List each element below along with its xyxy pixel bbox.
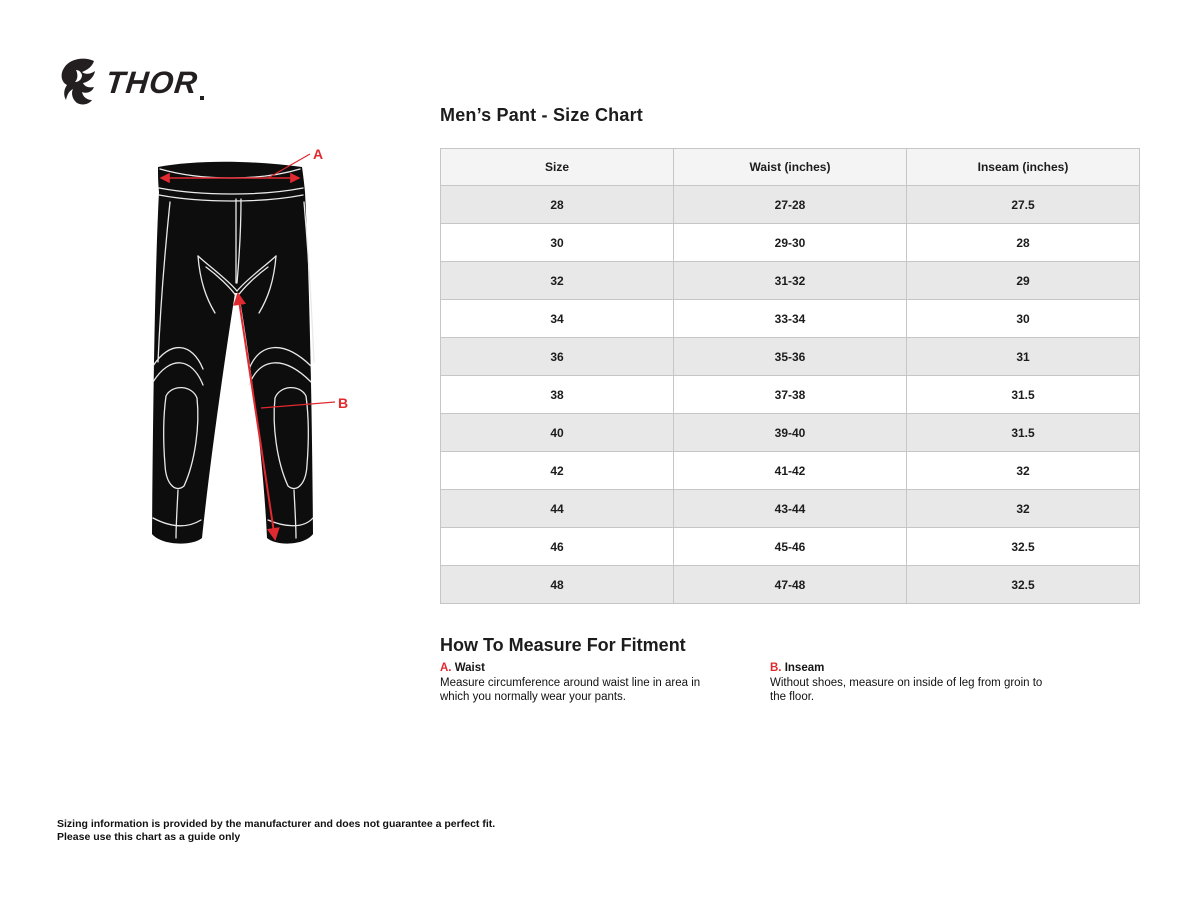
- disclaimer-line-2: Please use this chart as a guide only: [57, 830, 241, 843]
- diagram-label-a: A: [313, 146, 324, 162]
- table-row: [441, 224, 1140, 262]
- waist-instructions: Measure circumference around waist line in area in which you normally wear your pants.: [440, 676, 701, 703]
- table-row: [441, 528, 1140, 566]
- table-cell: 32.5: [907, 566, 1140, 604]
- table-cell: 31.5: [907, 414, 1140, 452]
- thor-wordmark: THOR: [104, 64, 200, 100]
- pant-outline-graphic: [152, 162, 314, 544]
- disclaimer-line-1: Sizing information is provided by the manufacturer and does not guarantee a perfect fit.: [57, 818, 496, 830]
- table-cell: 30: [441, 224, 674, 262]
- table-cell: 27-28: [674, 186, 907, 224]
- measure-inseam-block: [770, 661, 1050, 705]
- diagram-label-b: B: [338, 395, 349, 411]
- table-cell: 31.5: [907, 376, 1140, 414]
- table-cell: 32: [907, 490, 1140, 528]
- table-cell: 32.5: [907, 528, 1140, 566]
- column-header-inseam: Inseam (inches): [907, 149, 1140, 186]
- table-cell: 31: [907, 338, 1140, 376]
- table-row: [441, 186, 1140, 224]
- table-row: [441, 338, 1140, 376]
- waist-title: Waist: [454, 662, 485, 674]
- table-cell: 28: [441, 186, 674, 224]
- table-row: [441, 300, 1140, 338]
- pant-measurement-diagram: [140, 140, 380, 560]
- page-title: Men’s Pant - Size Chart: [440, 105, 643, 125]
- table-cell: 30: [907, 300, 1140, 338]
- inseam-subheading: [770, 661, 1050, 676]
- table-cell: 37-38: [674, 376, 907, 414]
- table-cell: 36: [441, 338, 674, 376]
- thor-logo: [56, 58, 204, 106]
- table-cell: 35-36: [674, 338, 907, 376]
- inseam-instructions: Without shoes, measure on inside of leg from groin to the floor.: [770, 676, 1043, 703]
- waist-letter: A.: [440, 662, 452, 674]
- table-row: [441, 262, 1140, 300]
- table-cell: 39-40: [674, 414, 907, 452]
- table-cell: 45-46: [674, 528, 907, 566]
- table-cell: 27.5: [907, 186, 1140, 224]
- table-cell: 38: [441, 376, 674, 414]
- table-row: [441, 566, 1140, 604]
- table-cell: 33-34: [674, 300, 907, 338]
- table-cell: 48: [441, 566, 674, 604]
- table-row: [441, 376, 1140, 414]
- table-cell: 46: [441, 528, 674, 566]
- table-cell: 43-44: [674, 490, 907, 528]
- measure-section-heading: How To Measure For Fitment: [440, 635, 686, 655]
- table-cell: 32: [907, 452, 1140, 490]
- table-cell: 44: [441, 490, 674, 528]
- table-header-row: [441, 149, 1140, 186]
- table-cell: 31-32: [674, 262, 907, 300]
- table-cell: 32: [441, 262, 674, 300]
- table-row: [441, 452, 1140, 490]
- table-cell: 40: [441, 414, 674, 452]
- waist-subheading: [440, 661, 732, 676]
- table-cell: 28: [907, 224, 1140, 262]
- inseam-title: Inseam: [784, 662, 825, 674]
- table-row: [441, 414, 1140, 452]
- column-header-size: Size: [441, 149, 674, 186]
- inseam-letter: B.: [770, 662, 782, 674]
- size-chart-body: [441, 186, 1140, 604]
- size-chart-table: [440, 148, 1140, 604]
- table-cell: 47-48: [674, 566, 907, 604]
- table-cell: 34: [441, 300, 674, 338]
- thor-goat-icon: [56, 58, 102, 106]
- sizing-disclaimer: [57, 818, 495, 843]
- trademark-dot: [200, 96, 204, 100]
- measure-waist-block: [440, 661, 732, 705]
- column-header-waist: Waist (inches): [674, 149, 907, 186]
- table-cell: 29: [907, 262, 1140, 300]
- table-cell: 41-42: [674, 452, 907, 490]
- table-row: [441, 490, 1140, 528]
- table-cell: 29-30: [674, 224, 907, 262]
- table-cell: 42: [441, 452, 674, 490]
